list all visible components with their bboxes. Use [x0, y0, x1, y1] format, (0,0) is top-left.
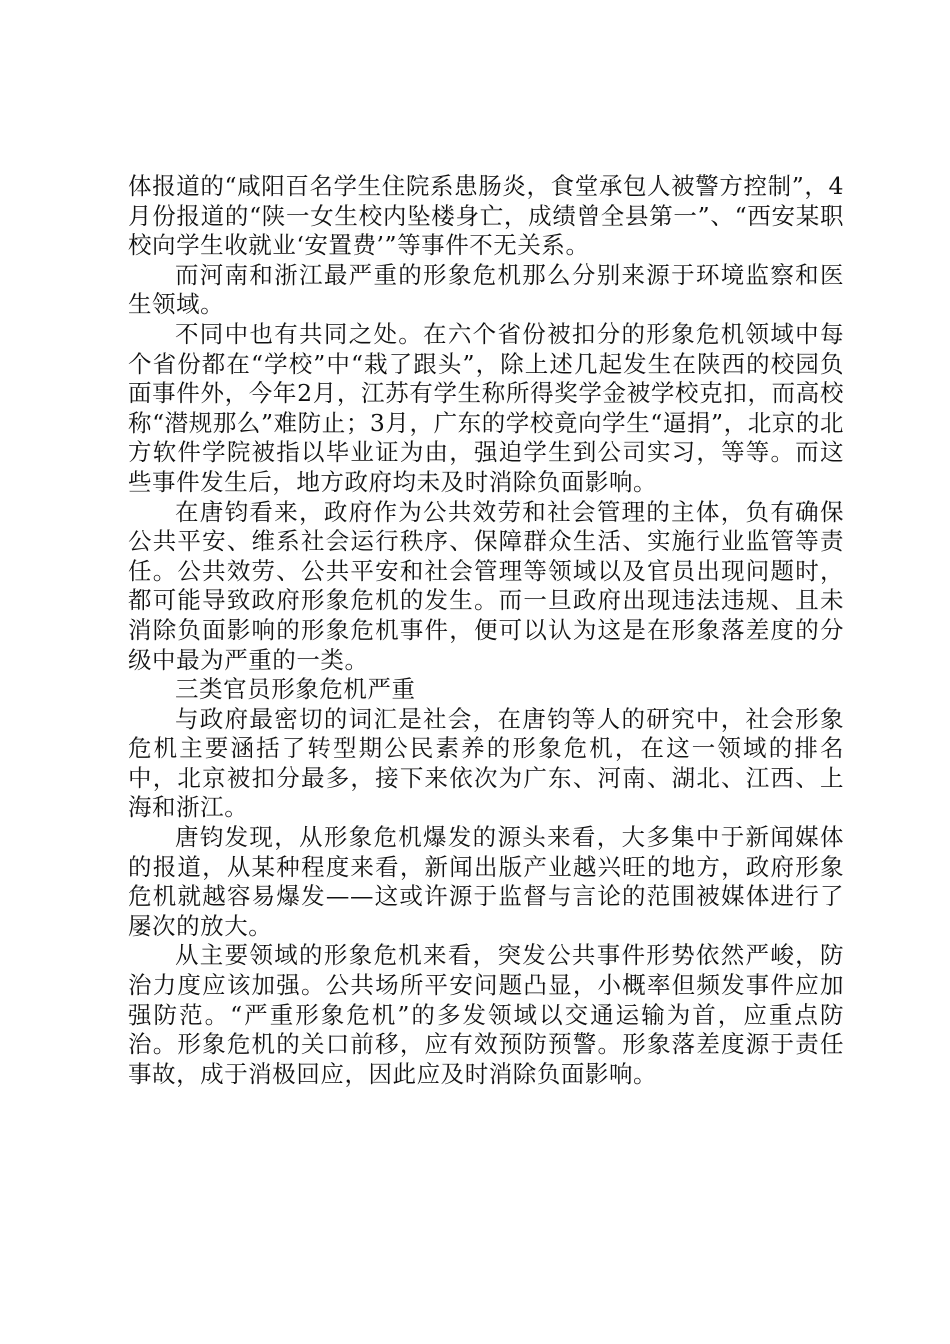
- document-body: [128, 172, 844, 1089]
- paragraph-tang-jun-view: 在唐钧看来，政府作为公共效劳和社会管理的主体，负有确保公共平安、维系社会运行秩序、保障群众生活、实施行业监管等责任。公共效劳、公共平安和社会管理等领域以及官员出现问题时，都可能导致政府形象危机的发生。而一旦政府出现违法违规、且未消除负面影响的形象危机事件，便可以认为这是在形象落差度的分级中最为严重的一类。: [128, 497, 844, 674]
- paragraph-common-ground: 不同中也有共同之处。在六个省份被扣分的形象危机领域中每个省份都在“学校”中“栽了跟头”，除上述几起发生在陕西的校园负面事件外，今年2月，江苏有学生称所得奖学金被学校克扣，而高校称“潜规那么”难防止；3月，广东的学校竟向学生“逼捐”，北京的北方软件学院被指以毕业证为由，强迫学生到公司实习，等等。而这些事件发生后，地方政府均未及时消除负面影响。: [128, 319, 844, 496]
- paragraph-main-fields: 从主要领域的形象危机来看，突发公共事件形势依然严峻，防治力度应该加强。公共场所平安问题凸显，小概率但频发事件应加强防范。“严重形象危机”的多发领域以交通运输为首，应重点防治。形象危机的关口前移，应有效预防预警。形象落差度源于责任事故，成于消极回应，因此应及时消除负面影响。: [128, 941, 844, 1088]
- paragraph-social-image: 与政府最密切的词汇是社会，在唐钧等人的研究中，社会形象危机主要涵括了转型期公民素养的形象危机，在这一领域的排名中，北京被扣分最多，接下来依次为广东、河南、湖北、江西、上海和浙江。: [128, 704, 844, 822]
- paragraph-media-source: 唐钧发现，从形象危机爆发的源头来看，大多集中于新闻媒体的报道，从某种程度来看，新闻出版产业越兴旺的地方，政府形象危机就越容易爆发——这或许源于监督与言论的范围被媒体进行了屡次的放大。: [128, 823, 844, 940]
- paragraph-henan-zhejiang: 而河南和浙江最严重的形象危机那么分别来源于环境监察和医生领域。: [128, 260, 844, 319]
- paragraph-continuation: 体报道的“咸阳百名学生住院系患肠炎，食堂承包人被警方控制”，4月份报道的“陕一女生校内坠楼身亡，成绩曾全县第一”、“西安某职校向学生收就业‘安置费’”等事件不无关系。: [128, 172, 844, 260]
- section-heading: 三类官员形象危机严重: [175, 675, 416, 704]
